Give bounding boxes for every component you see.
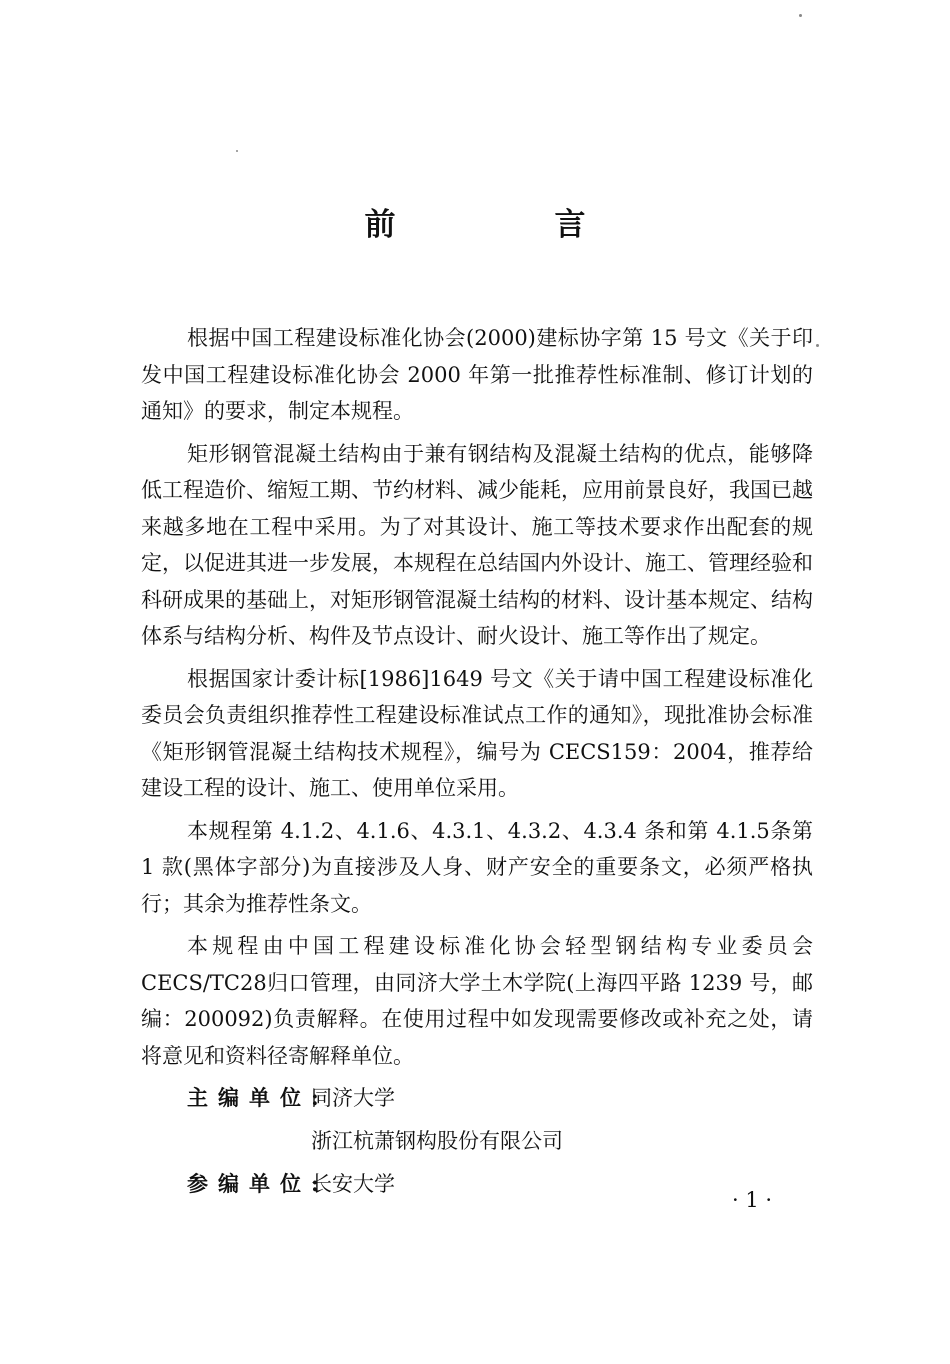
preface-body <box>141 320 813 1203</box>
participating-editor-row <box>141 1166 813 1203</box>
chief-editor-row-2 <box>141 1123 813 1160</box>
chief-editor-row <box>141 1080 813 1117</box>
scan-speck <box>816 344 819 347</box>
paragraph-5: 本规程由中国工程建设标准化协会轻型钢结构专业委员会 CECS/TC28归口管理，由同济大学土木学院(上海四平路 1239 号，邮编：200092)负责解释。在使用过程中如发现需要修改或补充之处，请将意见和资料径寄解释单位。 <box>141 934 813 1068</box>
paragraph-1: 根据中国工程建设标准化协会(2000)建标协字第 15 号文《关于印发中国工程建设标准化协会 2000 年第一批推荐性标准制、修订计划的通知》的要求，制定本规程。 <box>141 326 813 423</box>
paragraph-3: 根据国家计委计标[1986]1649 号文《关于请中国工程建设标准化委员会负责组织推荐性工程建设标准试点工作的通知》，现批准协会标准《矩形钢管混凝土结构技术规程》，编号为 CECS159：2004，推荐给建设工程的设计、施工、使用单位采用。 <box>141 666 813 800</box>
page-title: 前 言 <box>364 207 650 243</box>
paragraph-4: 本规程第 4.1.2、4.1.6、4.3.1、4.3.2、4.3.4 条和第 4.1.5条第 1 款(黑体字部分)为直接涉及人身、财产安全的重要条文，必须严格执行；其余为推荐性条文。 <box>141 818 813 916</box>
chief-editor-unit-2: 浙江杭萧钢构股份有限公司 <box>311 1129 563 1153</box>
scan-speck <box>799 14 802 17</box>
page-number: · 1 · <box>732 1188 773 1212</box>
chief-editor-label: 主编单位: <box>187 1085 329 1110</box>
participating-editor-unit-1: 长安大学 <box>311 1172 395 1196</box>
chief-editor-unit-1: 同济大学 <box>311 1086 395 1110</box>
scan-speck <box>236 150 238 152</box>
paragraph-2: 矩形钢管混凝土结构由于兼有钢结构及混凝土结构的优点，能够降低工程造价、缩短工期、节约材料、减少能耗，应用前景良好，我国已越来越多地在工程中采用。为了对其设计、施工等技术要求作出配套的规定，以促进其进一步发展，本规程在总结国内外设计、施工、管理经验和科研成果的基础上，对矩形钢管混凝土结构的材料、设计基本规定、结构体系与结构分析、构件及节点设计、耐火设计、施工等作出了规定。 <box>141 441 813 648</box>
participating-editor-label: 参编单位: <box>187 1171 329 1196</box>
